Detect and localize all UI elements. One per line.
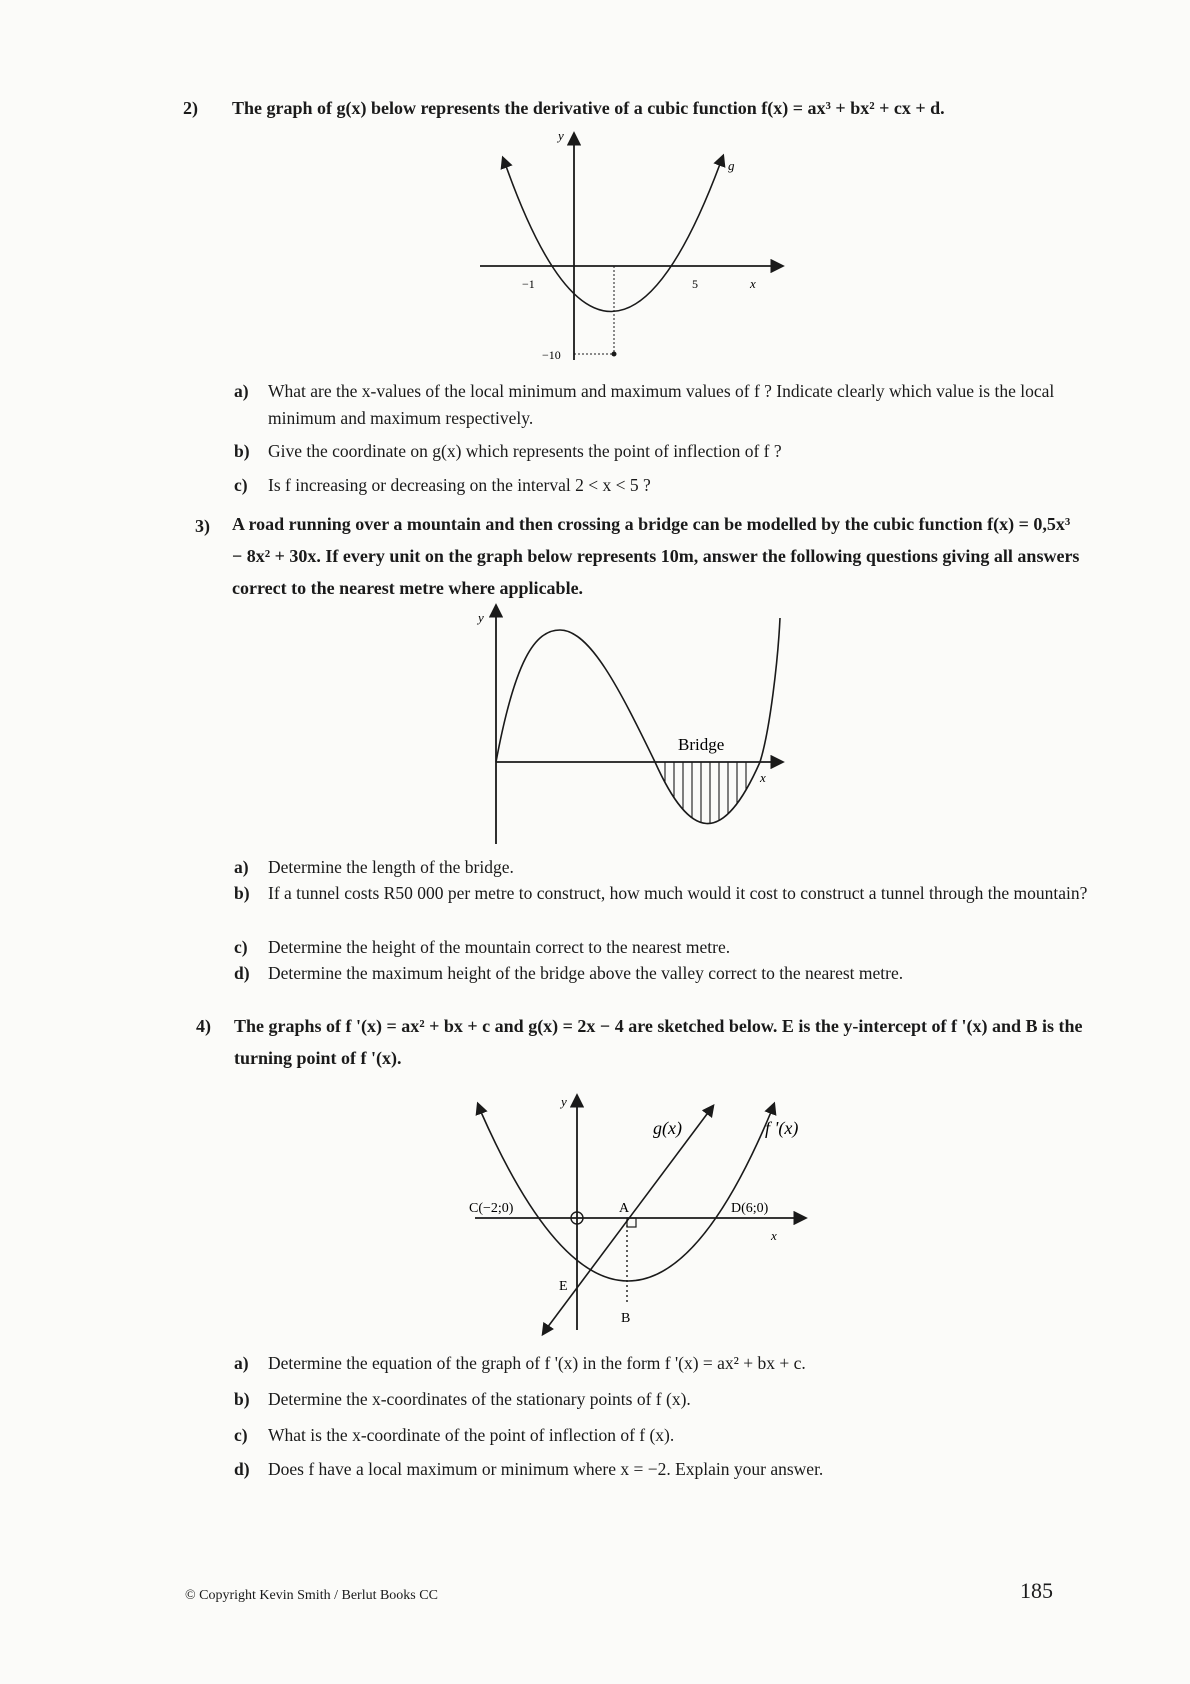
q2-y-label: y [558,128,564,143]
q2-number: 2) [183,98,198,118]
q4-point-d-label: D(6;0) [731,1201,769,1216]
footer-copyright: © Copyright Kevin Smith / Berlut Books CC [185,1588,438,1603]
q3-number: 3) [195,516,210,536]
q2-stem: The graph of g(x) below represents the derivative of a cubic function f(x) = ax³ + bx² + cx + d. [232,98,945,118]
q3-part-d-label: d) [234,963,250,983]
q2-part-c-text: Is f increasing or decreasing on the interval 2 < x < 5 ? [268,475,651,495]
q2-root-left-label: −1 [522,277,535,291]
q4-part-c-text: What is the x-coordinate of the point of inflection of f (x). [268,1425,675,1445]
q2-min-label: −10 [542,348,561,362]
q3-graph [460,600,800,850]
q4-part-b-label: b) [234,1389,250,1409]
q3-part-a-label: a) [234,857,249,877]
q3-part-d-text: Determine the maximum height of the bridge above the valley correct to the nearest metre. [268,963,904,983]
q2-part-c-label: c) [234,475,248,495]
q3-stem: A road running over a mountain and then crossing a bridge can be modelled by the cubic function f(x) = 0,5x³ − 8x² + 30x. If every unit on the graph below represents 10m, answer the following questions giving all answers correct to the nearest metre where applicable. [232,514,1080,598]
q4-stem: The graphs of f '(x) = ax² + bx + c and g(x) = 2x − 4 are sketched below. E is the y-intercept of f '(x) and B is the turning point of f '(x). [234,1016,1083,1068]
q2-part-a-label: a) [234,381,249,401]
q4-part-b-text: Determine the x-coordinates of the stationary points of f (x). [268,1389,691,1409]
q4-part-a-label: a) [234,1353,249,1373]
q2-curve-label: g [728,158,735,173]
q4-part-c-label: c) [234,1425,248,1445]
q2-x-label: x [750,276,756,291]
q4-x-label: x [771,1228,777,1243]
q2-min-point [612,352,617,357]
q3-part-b-text: If a tunnel costs R50 000 per metre to construct, how much would it cost to construct a tunnel through the mountain? [268,883,1088,903]
q2-part-b-text: Give the coordinate on g(x) which represents the point of inflection of f ? [268,441,782,461]
q4-curve-f-prime [481,1112,771,1281]
q3-part-b-label: b) [234,883,250,903]
q2-graph [470,128,800,368]
q4-point-c-label: C(−2;0) [469,1201,514,1216]
q4-part-d-label: d) [234,1459,250,1479]
q2-part-a-text: What are the x-values of the local minimum and maximum values of f ? Indicate clearly which value is the local minimum and maximum respectively. [268,381,1055,428]
q2-curve-g [506,164,720,312]
q4-part-a-text: Determine the equation of the graph of f '(x) in the form f '(x) = ax² + bx + c. [268,1353,806,1373]
q4-point-e-label: E [559,1279,568,1294]
q4-part-d-text: Does f have a local maximum or minimum where x = −2. Explain your answer. [268,1459,824,1479]
q3-x-label: x [760,770,766,785]
q3-part-b [234,880,1094,934]
q4-line-g [547,1106,713,1328]
q2-part-a [234,378,1094,432]
q4-number: 4) [196,1016,211,1036]
q4-y-label: y [561,1094,567,1109]
q2-root-right-label: 5 [692,277,698,291]
q3-part-c-label: c) [234,937,248,957]
q3-part-a-text: Determine the length of the bridge. [268,857,514,877]
q2-part-b-label: b) [234,441,250,461]
q4-point-a-label: A [619,1201,630,1216]
q4-g-label: g(x) [653,1118,682,1138]
q3-y-label: y [478,610,484,625]
q4-f-prime-label: f '(x) [765,1118,799,1138]
q4-point-b-label: B [621,1311,631,1326]
q4-graph [455,1090,825,1340]
q3-bridge-label: Bridge [678,735,725,754]
footer-page-number: 185 [1020,1578,1053,1603]
q3-part-c-text: Determine the height of the mountain correct to the nearest metre. [268,937,731,957]
